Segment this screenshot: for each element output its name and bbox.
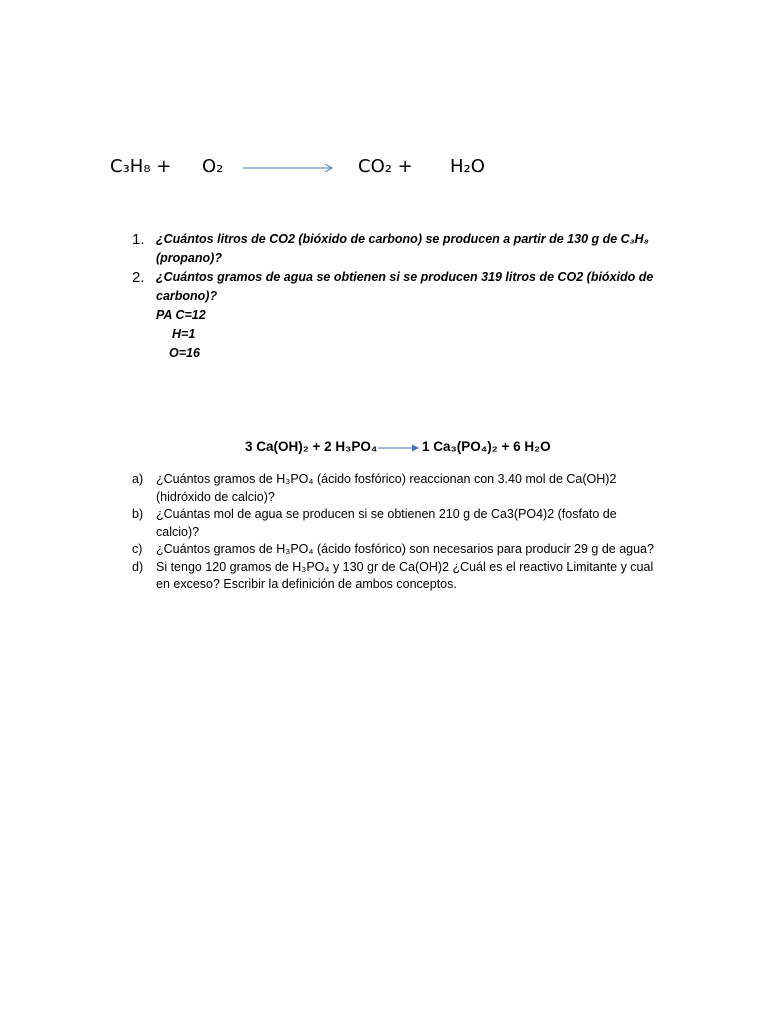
question-text: ¿Cuántas mol de agua se producen si se obtienen 210 g de Ca3(PO4)2 (fosfato de calcio)?	[156, 507, 617, 539]
question-item	[132, 471, 662, 506]
reactant-propane: C₃H₈ +	[110, 156, 172, 177]
question-text: ¿Cuántos litros de CO2 (bióxido de carbono) se producen a partir de 130 g de C₃H₈ (propano)?	[156, 232, 649, 265]
combustion-equation	[0, 156, 768, 182]
lettered-question-list	[132, 471, 662, 594]
question-text: ¿Cuántos gramos de agua se obtienen si se producen 319 litros de CO2 (bióxido de carbono)?	[156, 270, 654, 303]
atomic-weights	[130, 306, 660, 363]
reaction-arrow-icon	[243, 162, 335, 174]
question-item	[130, 268, 660, 306]
reactant-oxygen: O₂	[202, 156, 224, 177]
question-item	[130, 230, 660, 268]
atomic-weight-oxygen: O=16	[169, 346, 200, 360]
numbered-question-list	[130, 230, 660, 363]
product-water: H₂O	[450, 156, 485, 177]
atomic-weight-carbon: PA C=12	[156, 308, 206, 322]
equation-reactants: 3 Ca(OH)₂ + 2 H₃PO₄	[245, 439, 378, 454]
question-number: 1.	[132, 231, 145, 248]
equation-products: 1 Ca₃(PO₄)₂ + 6 H₂O	[422, 439, 551, 454]
question-text: Si tengo 120 gramos de H₃PO₄ y 130 gr de Ca(OH)2 ¿Cuál es el reactivo Limitante y cual en exceso? Escribir la definición de ambos conceptos.	[156, 559, 654, 591]
neutralization-equation	[245, 439, 551, 459]
question-item	[132, 541, 662, 559]
product-carbon-dioxide: CO₂ +	[358, 156, 413, 177]
question-text: ¿Cuántos gramos de H₃PO₄ (ácido fosfórico) son necesarios para producir 29 g de agua?	[156, 542, 654, 556]
question-letter: b)	[132, 507, 144, 521]
question-text: ¿Cuántos gramos de H₃PO₄ (ácido fosfórico) reaccionan con 3.40 mol de Ca(OH)2 (hidróxido de calcio)?	[156, 472, 617, 504]
question-item	[132, 559, 662, 594]
question-letter: d)	[132, 559, 144, 574]
reaction-arrow-icon	[378, 443, 420, 453]
atomic-weight-hydrogen: H=1	[172, 327, 196, 341]
question-letter: a)	[132, 472, 144, 486]
question-number: 2.	[132, 269, 145, 286]
question-letter: c)	[132, 542, 143, 556]
question-item	[132, 506, 662, 541]
